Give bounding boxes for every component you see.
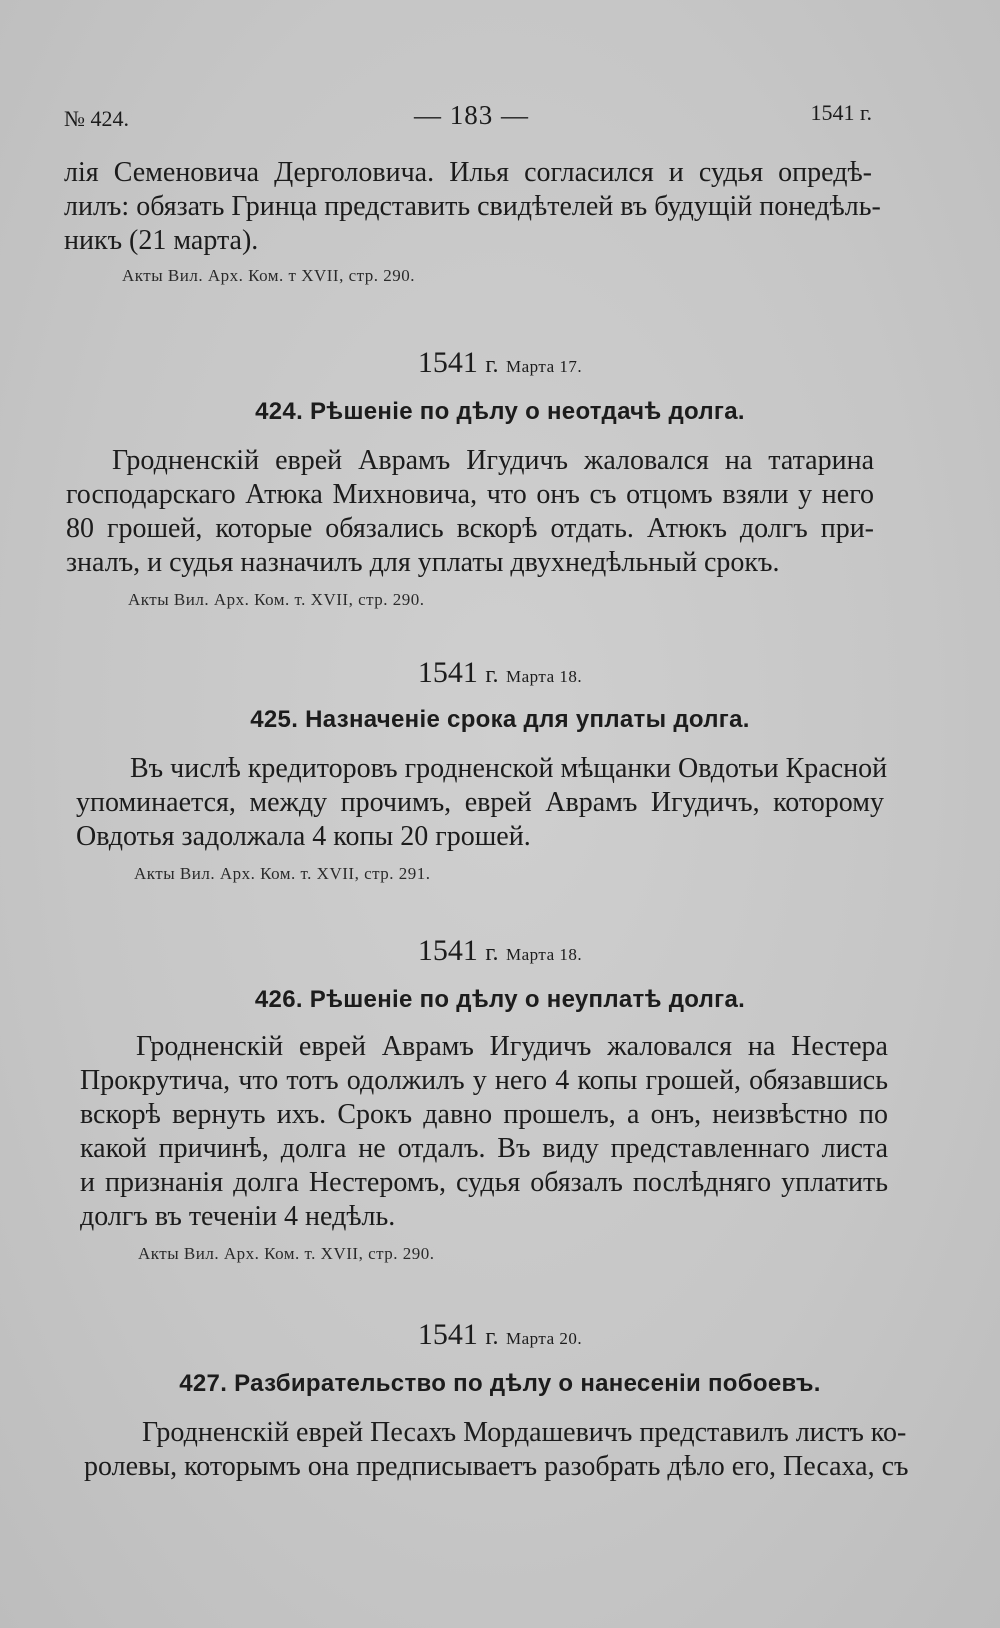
entry-line: ролевы, которымъ она предписываетъ разобрать дѣло его, Песаха, съ bbox=[84, 1451, 909, 1482]
date-year: 1541 bbox=[417, 1318, 478, 1351]
entry-line: Въ числѣ кредиторовъ гродненской мѣщанки Овдотьи Красной bbox=[130, 753, 888, 784]
intro-reference: Акты Вил. Арх. Ком. т XVII, стр. 290. bbox=[122, 266, 416, 285]
entry-title: 424. Рѣшеніе по дѣлу о неотдачѣ долга. bbox=[255, 398, 745, 425]
entry-title: 425. Назначеніе срока для уплаты долга. bbox=[250, 706, 750, 733]
entry-reference: Акты Вил. Арх. Ком. т. XVII, стр. 290. bbox=[128, 590, 425, 609]
intro-line: лилъ: обязать Гринца представить свидѣтелей въ будущій понедѣль- bbox=[64, 191, 881, 222]
entry-425 bbox=[0, 656, 1000, 884]
date-month: Марта 17. bbox=[506, 357, 583, 376]
date-month: Марта 18. bbox=[506, 667, 583, 686]
entry-line: господарскаго Атюка Михновича, что онъ съ отцомъ взяли у него bbox=[66, 479, 874, 510]
entry-date bbox=[0, 1318, 1000, 1352]
entry-line: Прокрутича, что тотъ одолжилъ у него 4 копы грошей, обязавшись bbox=[80, 1065, 888, 1096]
entry-reference: Акты Вил. Арх. Ком. т. XVII, стр. 290. bbox=[138, 1244, 435, 1263]
date-g: г. bbox=[485, 940, 499, 966]
date-g: г. bbox=[485, 1324, 499, 1350]
entry-line: 80 грошей, которые обязались вскорѣ отдать. Атюкъ долгъ при- bbox=[66, 513, 874, 544]
entry-reference: Акты Вил. Арх. Ком. т. XVII, стр. 291. bbox=[134, 864, 431, 883]
entry-line: Гродненскій еврей Аврамъ Игудичъ жаловался на татарина bbox=[112, 445, 874, 476]
entry-line: и признанія долга Нестеромъ, судья обязалъ послѣдняго уплатить bbox=[80, 1167, 888, 1198]
entry-line: упоминается, между прочимъ, еврей Аврамъ Игудичъ, которому bbox=[76, 787, 884, 818]
document-number: № 424. bbox=[64, 106, 129, 131]
entry-line: Гродненскій еврей Аврамъ Игудичъ жаловался на Нестера bbox=[136, 1031, 888, 1062]
intro-line: лія Семеновича Дерголовича. Илья согласился и судья опредѣ- bbox=[64, 157, 872, 188]
header-year: 1541 г. bbox=[810, 100, 872, 125]
page-header bbox=[64, 100, 872, 136]
date-g: г. bbox=[485, 662, 499, 688]
entry-line: долгъ въ теченіи 4 недѣль. bbox=[80, 1201, 396, 1232]
page-number: — 183 — bbox=[414, 100, 529, 130]
date-year: 1541 bbox=[417, 934, 478, 967]
date-year: 1541 bbox=[417, 346, 478, 379]
entry-424 bbox=[0, 346, 1000, 610]
intro-paragraph bbox=[64, 156, 881, 258]
date-month: Марта 20. bbox=[506, 1329, 583, 1348]
entry-427 bbox=[0, 1318, 1000, 1484]
entry-date bbox=[0, 934, 1000, 968]
entry-426 bbox=[0, 934, 1000, 1264]
entry-line: вскорѣ вернуть ихъ. Срокъ давно прошелъ, а онъ, неизвѣстно по bbox=[80, 1099, 888, 1130]
date-month: Марта 18. bbox=[506, 945, 583, 964]
entry-line: зналъ, и судья назначилъ для уплаты двухнедѣльный срокъ. bbox=[66, 547, 780, 578]
entry-paragraph bbox=[84, 1416, 909, 1484]
entry-line: какой причинѣ, долга не отдалъ. Въ виду представленнаго листа bbox=[80, 1133, 888, 1164]
entry-date bbox=[0, 346, 1000, 380]
intro-block bbox=[0, 156, 1000, 286]
entry-line: Овдотья задолжала 4 копы 20 грошей. bbox=[76, 821, 531, 852]
entry-paragraph bbox=[66, 444, 874, 580]
entry-title: 426. Рѣшеніе по дѣлу о неуплатѣ долга. bbox=[254, 986, 746, 1013]
entry-date bbox=[0, 656, 1000, 690]
date-year: 1541 bbox=[417, 656, 478, 689]
date-g: г. bbox=[485, 352, 499, 378]
entry-title: 427. Разбирательство по дѣлу о нанесеніи побоевъ. bbox=[179, 1370, 821, 1397]
entry-paragraph bbox=[76, 752, 888, 854]
intro-line: никъ (21 марта). bbox=[64, 225, 259, 256]
entry-line: Гродненскій еврей Песахъ Мордашевичъ представилъ листъ ко- bbox=[142, 1417, 907, 1448]
entry-paragraph bbox=[80, 1030, 888, 1234]
